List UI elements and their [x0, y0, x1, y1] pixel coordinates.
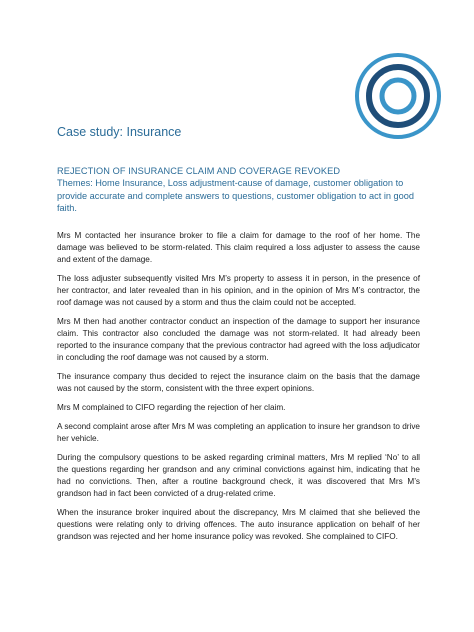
case-subtitle: REJECTION OF INSURANCE CLAIM AND COVERAGE REVOKED: [57, 166, 341, 176]
paragraph: The insurance company thus decided to reject the insurance claim on the basis that the damage was not caused by the storm, consistent with the three expert opinions.: [57, 371, 420, 393]
paragraph: The loss adjuster subsequently visited Mrs M’s property to assess it in person, in the presence of her contractor, and later revealed than in his opinion, and in the opinion of Mrs M’s contractor, the roof damage was not caused by a storm and thus the claim could not be accepted.: [57, 273, 420, 307]
paragraph: Mrs M then had another contractor conduct an inspection of the damage to support her insurance claim. This contractor also concluded the damage was not storm-related. It had already been reported to the insurance company that the previous contractor had agreed with the loss adjudicator in concluding the roof damage was not caused by a storm.: [57, 316, 420, 362]
themes-text: Themes: Home Insurance, Loss adjustment-cause of damage, customer obligation to provide accurate and complete answers to questions, customer obligation to act in good faith.: [57, 178, 414, 214]
paragraph: When the insurance broker inquired about the discrepancy, Mrs M claimed that she believed the questions were relating only to driving offences. The auto insurance application on behalf of her grandson was rejected and her home insurance policy was revoked. She complained to CIFO.: [57, 507, 420, 541]
document-body: [57, 125, 420, 550]
paragraph: Mrs M complained to CIFO regarding the rejection of her claim.: [57, 402, 286, 412]
paragraph: During the compulsory questions to be asked regarding criminal matters, Mrs M replied ‘No’ to all the questions regarding her grandson and any criminal convictions against him, indicating that he had no convictions. Then, after a routine background check, it was discovered that Mrs M’s grandson had in fact been convicted of a drug-related crime.: [57, 452, 420, 498]
case-study-title: Case study: Insurance: [57, 125, 182, 139]
paragraph: Mrs M contacted her insurance broker to file a claim for damage to the roof of her home. The damage was believed to be storm-related. This claim required a loss adjuster to assess the cause and extent of the damage.: [57, 230, 420, 264]
paragraph: A second complaint arose after Mrs M was completing an application to insure her grandson to drive her vehicle.: [57, 421, 420, 443]
